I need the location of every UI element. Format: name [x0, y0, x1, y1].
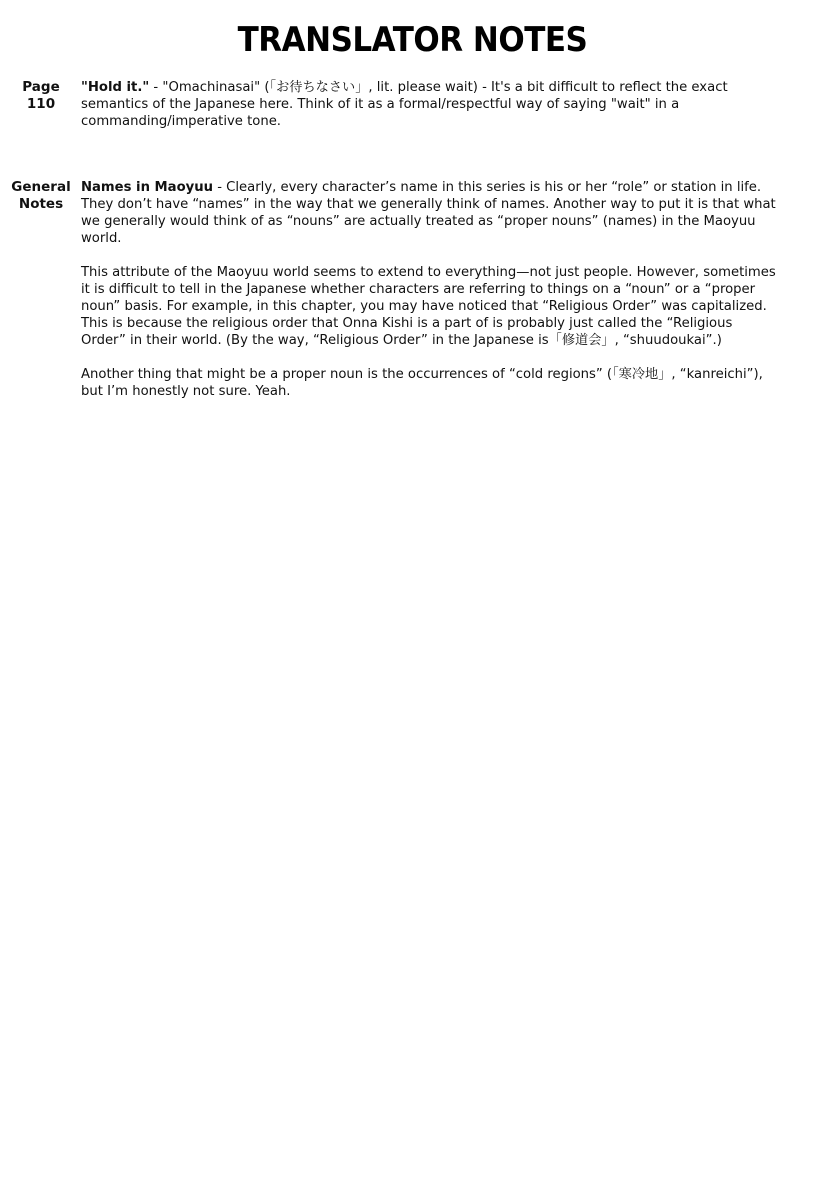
note-text: - Clearly, every character’s name in this series is his or her “role” or station in life.	[213, 180, 762, 195]
note-line: Another thing that might be a proper noun is the occurrences of “cold regions” (「寒冷地」, “kanreichi”),	[81, 367, 763, 382]
note-body	[81, 79, 811, 147]
note-label-line: Page	[22, 79, 60, 95]
note-label	[8, 179, 74, 213]
note-line: but I’m honestly not sure. Yeah.	[81, 384, 291, 399]
note-term: "Hold it."	[81, 80, 150, 95]
note-line: This is because the religious order that Onna Kishi is a part of is probably just called the “Religious	[81, 316, 733, 331]
note-body	[81, 179, 811, 417]
note-line: semantics of the Japanese here. Think of it as a formal/respectful way of saying "wait" in a	[81, 97, 680, 112]
note-paragraph	[81, 79, 811, 130]
note-line: commanding/imperative tone.	[81, 114, 282, 129]
note-line: This attribute of the Maoyuu world seems to extend to everything—not just people. However, sometimes	[81, 265, 776, 280]
note-label-line: 110	[26, 96, 56, 112]
note-label-line: Notes	[18, 196, 64, 212]
note-line: They don’t have “names” in the way that we generally think of names. Another way to put it is that what	[81, 197, 776, 212]
note-term: Names in Maoyuu	[81, 180, 214, 195]
note-line: it is difficult to tell in the Japanese whether characters are referring to things on a “noun” or a “proper	[81, 282, 756, 297]
note-label	[8, 79, 74, 113]
note-line: world.	[81, 231, 122, 246]
note-paragraph	[81, 179, 811, 247]
note-line	[81, 179, 811, 196]
note-line: noun” basis. For example, in this chapter, you may have noticed that “Religious Order” was capitalized.	[81, 299, 767, 314]
note-label-line: General	[11, 179, 71, 195]
note-paragraph	[81, 264, 811, 349]
note-line: Order” in their world. (By the way, “Religious Order” in the Japanese is「修道会」, “shuudoukai”.)	[81, 333, 722, 348]
note-text: - "Omachinasai" (「お待ちなさい」, lit. please wait) - It's a bit difficult to reflect the exact	[149, 80, 728, 95]
note-line	[81, 79, 811, 96]
note-line: we generally would think of as “nouns” are actually treated as “proper nouns” (names) in the Maoyuu	[81, 214, 756, 229]
note-paragraph	[81, 366, 811, 400]
page-title: TRANSLATOR NOTES	[237, 20, 588, 60]
